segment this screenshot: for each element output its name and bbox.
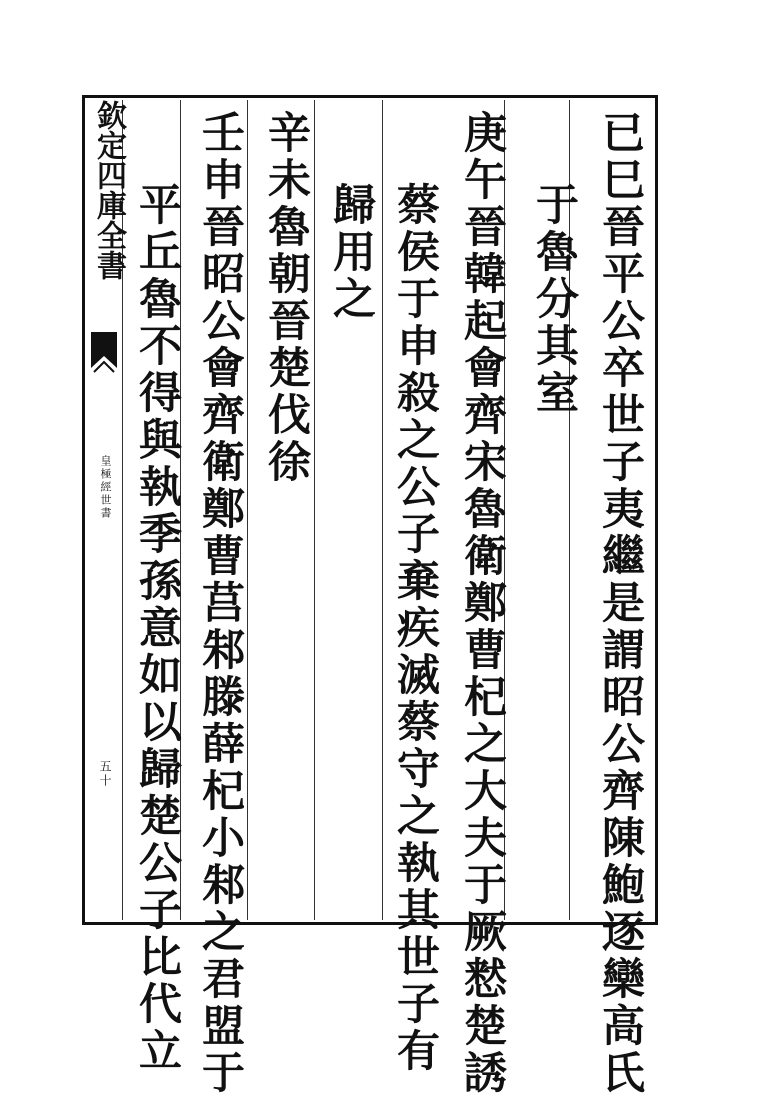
top-border: [82, 95, 658, 98]
book-title: 皇極經世書: [99, 455, 112, 520]
left-border: [82, 95, 85, 925]
text-column-4: 蔡侯于申殺之公子棄疾滅蔡守之執其世子有: [390, 182, 440, 1075]
column-divider: [382, 100, 383, 920]
right-border: [655, 95, 658, 925]
fish-tail-mark-icon: [91, 332, 117, 392]
text-column-7: 壬申晉昭公會齊衛鄭曹莒邾滕薛杞小邾之君盟于: [195, 110, 245, 1097]
text-column-1: 已巳晉平公卒世子夷繼是謂昭公齊陳鮑逐欒高氏: [595, 110, 645, 1097]
text-column-5: 歸用之: [326, 182, 376, 323]
collection-title: 欽定四庫全書: [91, 100, 126, 280]
text-column-6: 辛未魯朝晉楚伐徐: [261, 110, 311, 486]
page-number: 五十: [98, 760, 112, 788]
column-divider: [314, 100, 315, 920]
text-column-3: 庚午晉韓起會齊宋魯衛鄭曹杞之大夫于厥慭楚誘: [457, 110, 507, 1097]
column-divider: [247, 100, 248, 920]
text-column-8: 平丘魯不得與執季孫意如以歸楚公子比代立: [132, 182, 182, 1075]
text-column-2: 于魯分其室: [529, 182, 579, 417]
